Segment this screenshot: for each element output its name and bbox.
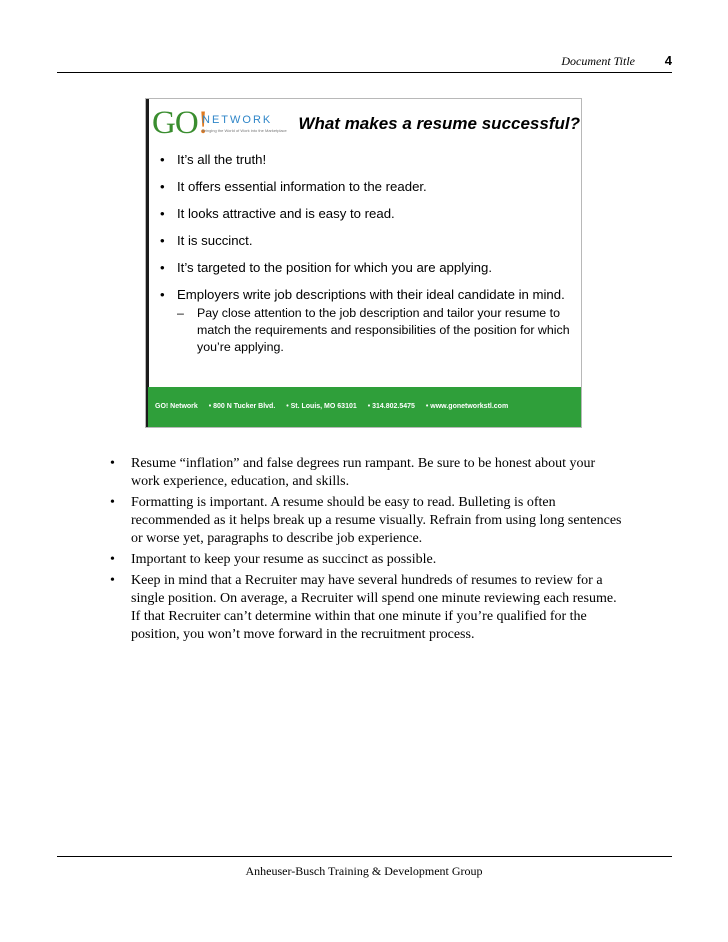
body-bullet-text: Important to keep your resume as succinct as possible. xyxy=(131,552,437,567)
logo-go-text xyxy=(152,105,208,141)
slide-bullet xyxy=(156,178,576,195)
bullet-marker: • xyxy=(110,495,115,510)
slide-bullet-text: It’s all the truth! xyxy=(177,152,267,167)
slide-bullet-text: It offers essential information to the reader. xyxy=(177,179,427,194)
body-bullet xyxy=(110,551,622,569)
body-bullet-text: Resume “inflation” and false degrees run rampant. Be sure to be honest about your work experience, education, and skills. xyxy=(131,456,596,489)
logo-exclaim: ! xyxy=(197,105,208,141)
slide-bullet xyxy=(156,286,576,303)
sub-bullet-marker: – xyxy=(177,306,184,320)
slide-bullet-text: Employers write job descriptions with their ideal candidate in mind. xyxy=(177,287,565,302)
slide-bullet-text: It looks attractive and is easy to read. xyxy=(177,206,395,221)
footer-org: GO! Network xyxy=(155,403,198,410)
body-bullet-text: Keep in mind that a Recruiter may have several hundreds of resumes to review for a single position. On average, a Recruiter will spend one minute reviewing each resume. If that Recruiter can’t determine within that one minute if you’re qualified for the position, you won’t move forward in the recruitment process. xyxy=(131,573,617,642)
body-bullet-text: Formatting is important. A resume should be easy to read. Bulleting is often recommended as it helps break up a resume visually. Refrain from using long sentences or worse yet, paragraphs to describe job experience. xyxy=(131,495,622,546)
slide-sub-bullet-text: Pay close attention to the job description and tailor your resume to match the requirements and responsibilities of the position for which you’re applying. xyxy=(197,306,570,354)
slide-bullet-list xyxy=(156,151,576,366)
slide-image xyxy=(145,98,582,428)
bullet-marker: • xyxy=(160,260,165,275)
slide-bullet-text: It’s targeted to the position for which you are applying. xyxy=(177,260,492,275)
slide-title: What makes a resume successful? xyxy=(298,114,580,133)
bullet-marker: • xyxy=(110,552,115,567)
logo-network-box xyxy=(202,114,287,134)
slide-bullet xyxy=(156,259,576,276)
bullet-marker: • xyxy=(160,152,165,167)
header-title: Document Title xyxy=(561,54,635,68)
slide-bullet xyxy=(156,151,576,168)
bullet-marker: • xyxy=(160,287,165,302)
page-footer: Anheuser-Busch Training & Development Group xyxy=(245,864,483,878)
bullet-marker: • xyxy=(160,179,165,194)
footer-web: • www.gonetworkstl.com xyxy=(425,403,509,410)
slide-sub-bullet xyxy=(156,305,576,356)
body-bullet xyxy=(110,494,622,548)
logo-network-text: NETWORK xyxy=(202,114,273,126)
logo-tagline: Bringing the World of Work into the Marketplace xyxy=(202,128,287,133)
body-bullet xyxy=(110,572,622,644)
footer-address: • 800 N Tucker Blvd. xyxy=(208,403,276,410)
logo-go: GO xyxy=(152,105,198,141)
header-rule xyxy=(57,72,672,73)
slide-bullet xyxy=(156,232,576,249)
slide-shadow xyxy=(146,99,149,427)
page-number: 4 xyxy=(664,53,672,68)
bullet-marker: • xyxy=(160,233,165,248)
body-bullet xyxy=(110,455,622,491)
slide-footer-bar xyxy=(148,387,581,427)
footer-city: • St. Louis, MO 63101 xyxy=(286,403,357,410)
slide-footer-text xyxy=(155,403,517,410)
footer-phone: • 314.802.5475 xyxy=(367,403,415,410)
footer-rule xyxy=(57,856,672,857)
slide-bullet-text: It is succinct. xyxy=(177,233,253,248)
bullet-marker: • xyxy=(110,456,115,471)
bullet-marker: • xyxy=(110,573,115,588)
go-network-logo xyxy=(152,105,287,141)
bullet-marker: • xyxy=(160,206,165,221)
slide-bullet xyxy=(156,205,576,222)
body-bullet-list xyxy=(110,455,622,647)
